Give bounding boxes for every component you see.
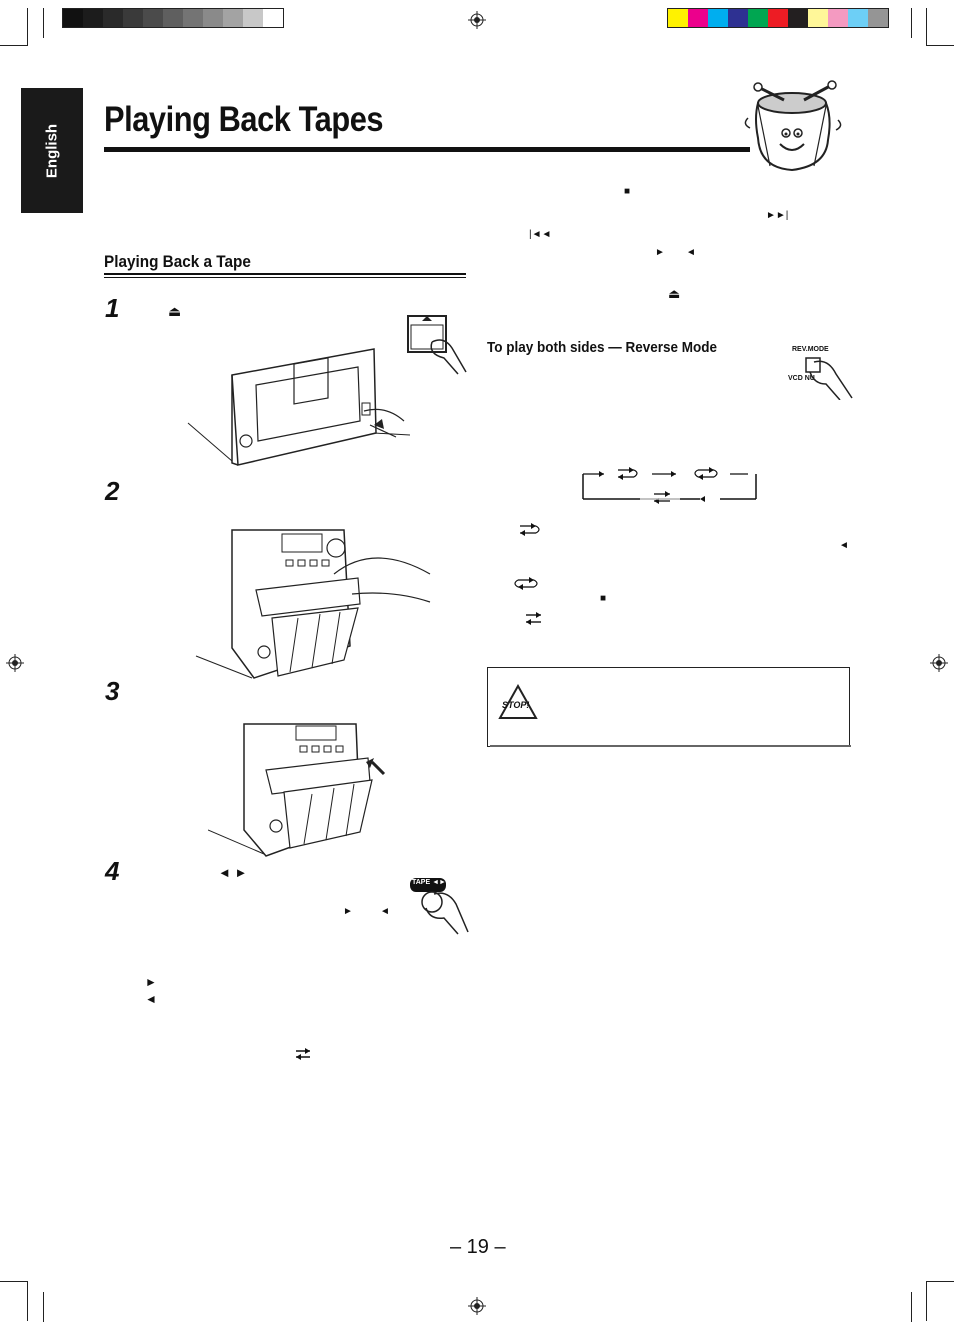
- reverse-mode-cycle-diagram: [580, 462, 760, 504]
- one-way-icon: [654, 491, 670, 504]
- play-reverse-icon: ◄: [839, 540, 849, 551]
- crop-mark: [926, 8, 927, 46]
- grayscale-swatch: [143, 9, 163, 27]
- color-swatch: [728, 9, 748, 27]
- grayscale-swatch: [203, 9, 223, 27]
- registration-mark-icon: [930, 654, 948, 672]
- color-swatch: [808, 9, 828, 27]
- caution-box-shadow: [490, 745, 851, 747]
- grayscale-calibration-bar: [62, 8, 284, 28]
- eject-button-illustration: [404, 312, 470, 376]
- cassette-insert-illustration: [194, 528, 434, 684]
- one-way-mode-icon: [294, 1047, 312, 1061]
- cassette-close-illustration: [208, 722, 388, 858]
- color-swatch: [828, 9, 848, 27]
- color-swatch: [708, 9, 728, 27]
- registration-mark-icon: [6, 654, 24, 672]
- grayscale-swatch: [163, 9, 183, 27]
- caution-box: [487, 667, 850, 747]
- color-swatch: [768, 9, 788, 27]
- fast-forward-icon: ►►|: [766, 210, 789, 221]
- crop-mark: [926, 1281, 954, 1282]
- title-divider: [104, 147, 750, 152]
- step-number: 2: [105, 476, 120, 506]
- section-divider: [104, 277, 466, 278]
- page-title: Playing Back Tapes: [104, 100, 384, 139]
- step-number: 4: [105, 856, 120, 886]
- reverse-continuous-icon: [512, 576, 542, 592]
- vcd-number-button-label: VCD NU: [788, 375, 815, 382]
- crop-mark: [43, 1292, 44, 1322]
- step-number: 1: [105, 293, 120, 323]
- color-swatch: [848, 9, 868, 27]
- stop-warning-label: STOP!: [502, 700, 530, 710]
- one-way-mode-icon: [524, 611, 544, 627]
- color-swatch: [688, 9, 708, 27]
- section-divider: [104, 273, 466, 275]
- color-calibration-bar: [667, 8, 889, 28]
- play-forward-icon: ►: [343, 906, 353, 917]
- play-reverse-icon: ◄: [686, 247, 696, 258]
- language-tab-label: English: [43, 123, 61, 178]
- reverse-continuous-icon: [695, 467, 717, 480]
- reverse-once-icon: [518, 522, 544, 538]
- grayscale-swatch: [223, 9, 243, 27]
- reverse-mode-heading: To play both sides — Reverse Mode: [487, 339, 718, 356]
- play-reverse-icon: ◄: [380, 906, 390, 917]
- eject-icon: ⏏: [668, 286, 681, 301]
- language-tab: [21, 88, 83, 213]
- stop-icon: ■: [600, 593, 607, 604]
- grayscale-swatch: [123, 9, 143, 27]
- crop-mark: [926, 45, 954, 46]
- color-swatch: [868, 9, 888, 27]
- crop-mark: [911, 8, 912, 38]
- drum-mascot-icon: [740, 78, 846, 178]
- grayscale-swatch: [83, 9, 103, 27]
- step-number: 3: [105, 676, 120, 706]
- grayscale-swatch: [63, 9, 83, 27]
- grayscale-swatch: [103, 9, 123, 27]
- color-swatch: [788, 9, 808, 27]
- crop-mark: [43, 8, 44, 38]
- play-forward-icon: ►: [655, 247, 665, 258]
- section-heading: Playing Back a Tape: [104, 252, 251, 271]
- grayscale-swatch: [263, 9, 283, 27]
- crop-mark: [911, 1292, 912, 1322]
- stop-icon: ■: [624, 186, 631, 197]
- color-swatch: [748, 9, 768, 27]
- eject-icon: ⏏: [168, 303, 182, 319]
- grayscale-swatch: [183, 9, 203, 27]
- cassette-deck-eject-illustration: [186, 345, 410, 473]
- rev-mode-button-illustration: [800, 354, 854, 400]
- crop-mark: [0, 45, 28, 46]
- crop-mark: [926, 1281, 927, 1321]
- crop-mark: [27, 1281, 28, 1321]
- play-reverse-icon: ◄: [145, 992, 157, 1006]
- crop-mark: [0, 1281, 28, 1282]
- rev-mode-button-label: REV.MODE: [792, 346, 829, 353]
- play-forward-icon: ►: [145, 975, 157, 989]
- reverse-once-icon: [618, 467, 637, 480]
- color-swatch: [668, 9, 688, 27]
- tape-button-label: TAPE ◄►: [412, 879, 446, 886]
- grayscale-swatch: [243, 9, 263, 27]
- page-number: – 19 –: [450, 1236, 506, 1258]
- rewind-icon: |◄◄: [529, 229, 552, 240]
- registration-mark-icon: [468, 1297, 486, 1315]
- registration-mark-icon: [468, 11, 486, 29]
- crop-mark: [27, 8, 28, 46]
- play-both-icon: ◄ ►: [218, 865, 248, 880]
